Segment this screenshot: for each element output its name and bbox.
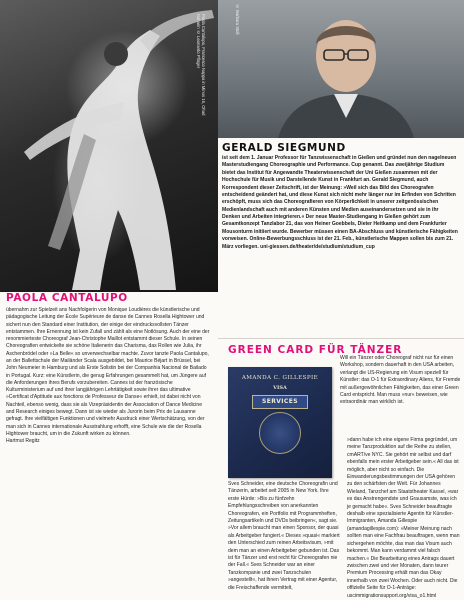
green-card-headline: GREEN CARD FÜR TÄNZER — [228, 344, 403, 356]
section-divider — [218, 338, 464, 339]
eagle-emblem-icon — [259, 412, 301, 454]
cantalupo-name: PAOLA CANTALUPO — [6, 292, 128, 304]
passport-services-stamp: SERVICES — [252, 395, 308, 409]
green-card-column-1-intro — [340, 355, 462, 407]
cantalupo-author: Hartmut Regitz — [6, 438, 40, 445]
cantalupo-text — [6, 307, 210, 445]
green-card-col2-text: »dann habe ich eine eigene Firma gegründet, um meine Tanzproduktion auf die Reihe zu stellen, cmART/ve NYC. Sie gehört mir selbst und darf ebenfalls mein erster Arbeitgeber sein.« All das ist möglich, aber nicht so einfach. Die Einwanderungsbestimmungen der USA gehören zu den schärfsten der Welt. Für Johannes Wieland, Tanzchef am Staatstheater Kassel, »war es das Anstrengendste und Grausamste, was ich je gemacht habe«. Sves Schneider beauftragte deshalb eine spezialisierte Agentin für Künstler-Immigranten, Amanda Gillespie (amandagillespie.com): »Meiner Meinung nach sollten man eine Fachfrau beauftragen, wenn man sichergehen möchte, das man das Visum auch bekommt. Man kann verdammt viel falsch machen.« Die Bearbeitung eines Antrags dauert zwischen zwei und vier Monaten, dann teurer Premium Processing erhält man das Okay innerhalb von zwei Wochen. Oder auch nicht. Die offizielle Seite für O-1-Anträge: uscimmigrationsupport.org/visa_o1.html — [347, 437, 460, 599]
green-card-column-2 — [347, 437, 461, 600]
portrait-photo — [218, 0, 464, 138]
siegmund-name: GERALD SIEGMUND — [222, 142, 346, 154]
green-card-intro-visible: Will ein Tänzer oder Choreograf nicht nur für einen Workshop, sondern dauerhaft in den USA arbeiten, verlangt die US-Regierung ein Visum speziell für Künstler: das O-1 für Extraordinary Aliens, für Fremde mit außergewöhnlichen Fähigkeiten, das einer Green Card entspricht. Man muss »nur« beweisen, wie extraordinär man wirklich ist. — [340, 355, 461, 406]
passport-visa-label: VISA — [273, 385, 287, 391]
portrait-figure — [218, 0, 464, 138]
green-card-col1-bottom: Sves Schneider, eine deutsche Choreografin und Tänzerin, arbeitet seit 2005 in New York. Ihre erste Hürde: »Bis zu fünfzehn Empfehlungsschreiben von anerkannten Choreografen, ein Portfolio mit Programmheften, Zeitungsartikeln und DVDs beibringen«, sagt sie. »Vor allem braucht man einen Sponsor, der quasi als Arbeitgeber fungiert.« Dieses »quasi« markiert den Unterschied zum reinen Arbeitsvisum, »mit dem man an einen Arbeitgeber gebunden ist. Das ist für Tänzer und erst recht für Choreografen nie der Fall.« Sves Schneider war an einer Tanzkompanie und zwei Tanzschulen »angestellt«, hat ihnen Vertrag mit einer Agentur, die Freischaffende vermittelt, — [228, 481, 340, 591]
cantalupo-paragraph: übernahm zur Spielzeit ans Nachfolgerin von Monique Loudières die künstlerische und pädagogische Leitung der École Supérieure de danse de Cannes Rosella Hightower und sichert nun den Standard einer Institution, der einige der eindrucksvollsten Tänzer entstammen. Ihre Ernennung ist kein Zufall und zählt als eine Notlösung. Auch der eine der renommierteste Choreograf Jean-Christophe Maillot entstammt dieser Schule. In seinen Choreografien entwickelte sie schöne Italienerin das Charisma, das Rollen wie Julia, ihr Aschenbrödel oder »La Belle« so unverwechselbar machte. Zuvor tanzte Paola Cantalupo, an der Ballettschule der Mailänder Scala ausgebildet, bei Maurice Béjart in Brüssel, bei John Neumeier in Hamburg und als Erste Solistin bei der Companhia Nacional de Bailado in Portugal. Kurz: eine Künstlerin, die genug Erfahrungen gesammelt hat, um Jüngere auf die Anforderungen ihres Berufs vorzubereiten. Cannes ist der französische Kulturministerium auf und ihrer langjährigen Lehrtätigkeit sowie ihrer das ultimative »Certificat d'Aptitude aux fonctions de Professeur de Danse« erhielt, ist dabei nicht von Nachteil, ebenso wenig, dass sie als Vizepräsidentin der Association of Dance Medicine and Research einiges bewegt. Dann ist sie wieder als Jurorin beim Prix de Lausanne gefragt. Ihre vielfältigen Funktionen und vielmehr Ausdruck einer Wertschätzung, von der man sich in Cannes internationale Ausstrahlung erhofft, eine Schule wie die der Rosella Hightower braucht, um in die Zukunft wirken zu können. — [6, 307, 210, 437]
portrait-photo-credit: © Barbara Stoll — [235, 4, 240, 35]
passport-name: AMANDA C. GILLESPIE — [241, 375, 319, 381]
dance-photo — [0, 0, 218, 292]
dancers-silhouette — [0, 0, 218, 292]
dance-photo-credit: Paola Cantalupo, Francesco Nappa in Minus 16, Ohad Naharin © Leonardo Pflüger — [196, 14, 206, 116]
siegmund-text: ist seit dem 1. Januar Professor für Tanzwissenschaft in Gießen und gründet nun den nagelneuen Masterstudiengang Choreographie und Performance. Cup genannt. Das zweijährige Studium bietet das Institut für Angewandte Theaterwissenschaft der Uni Gießen zusammen mit der Hochschule für Musik und Darstellende Kunst in Frankfurt an. Gerald Siegmund, auch Korrespondent dieser Zeitschrift, ist der Meinung: »Weil sich das Bild des Choreografen entscheidend geändert hat, und diese Kunst sich nicht mehr länger nur im Erfinden von Schritten erschöpft, muss sich das Choreografieren von Körperlichkeit in unserer zeitgenössischen Medienlandschaft auch mit anderen Künsten und Medien auseinandersetzen und sie in ihr Denken und Arbeiten integrieren.« Der neue Master-Studiengang in Gießen gehört zum Gesamtkonzept Tanzlabor 21, das von Heiner Goebbels, Dieter Heitkamp und dem Frankfurter Mousonturm initiiert wurde. Bewerber müssen einen BA-Abschluss und künstlerische Fähigkeiten vorweisen. Online-Bewerbungsschluss ist der 21. Feb., künstlerische Mappen sollen bis zum 21. März vorliegen. uni-giessen.de/theater/de/studium/studium_cup — [222, 155, 458, 250]
visa-passport-image — [228, 367, 332, 478]
green-card-column-1-text — [228, 481, 340, 592]
